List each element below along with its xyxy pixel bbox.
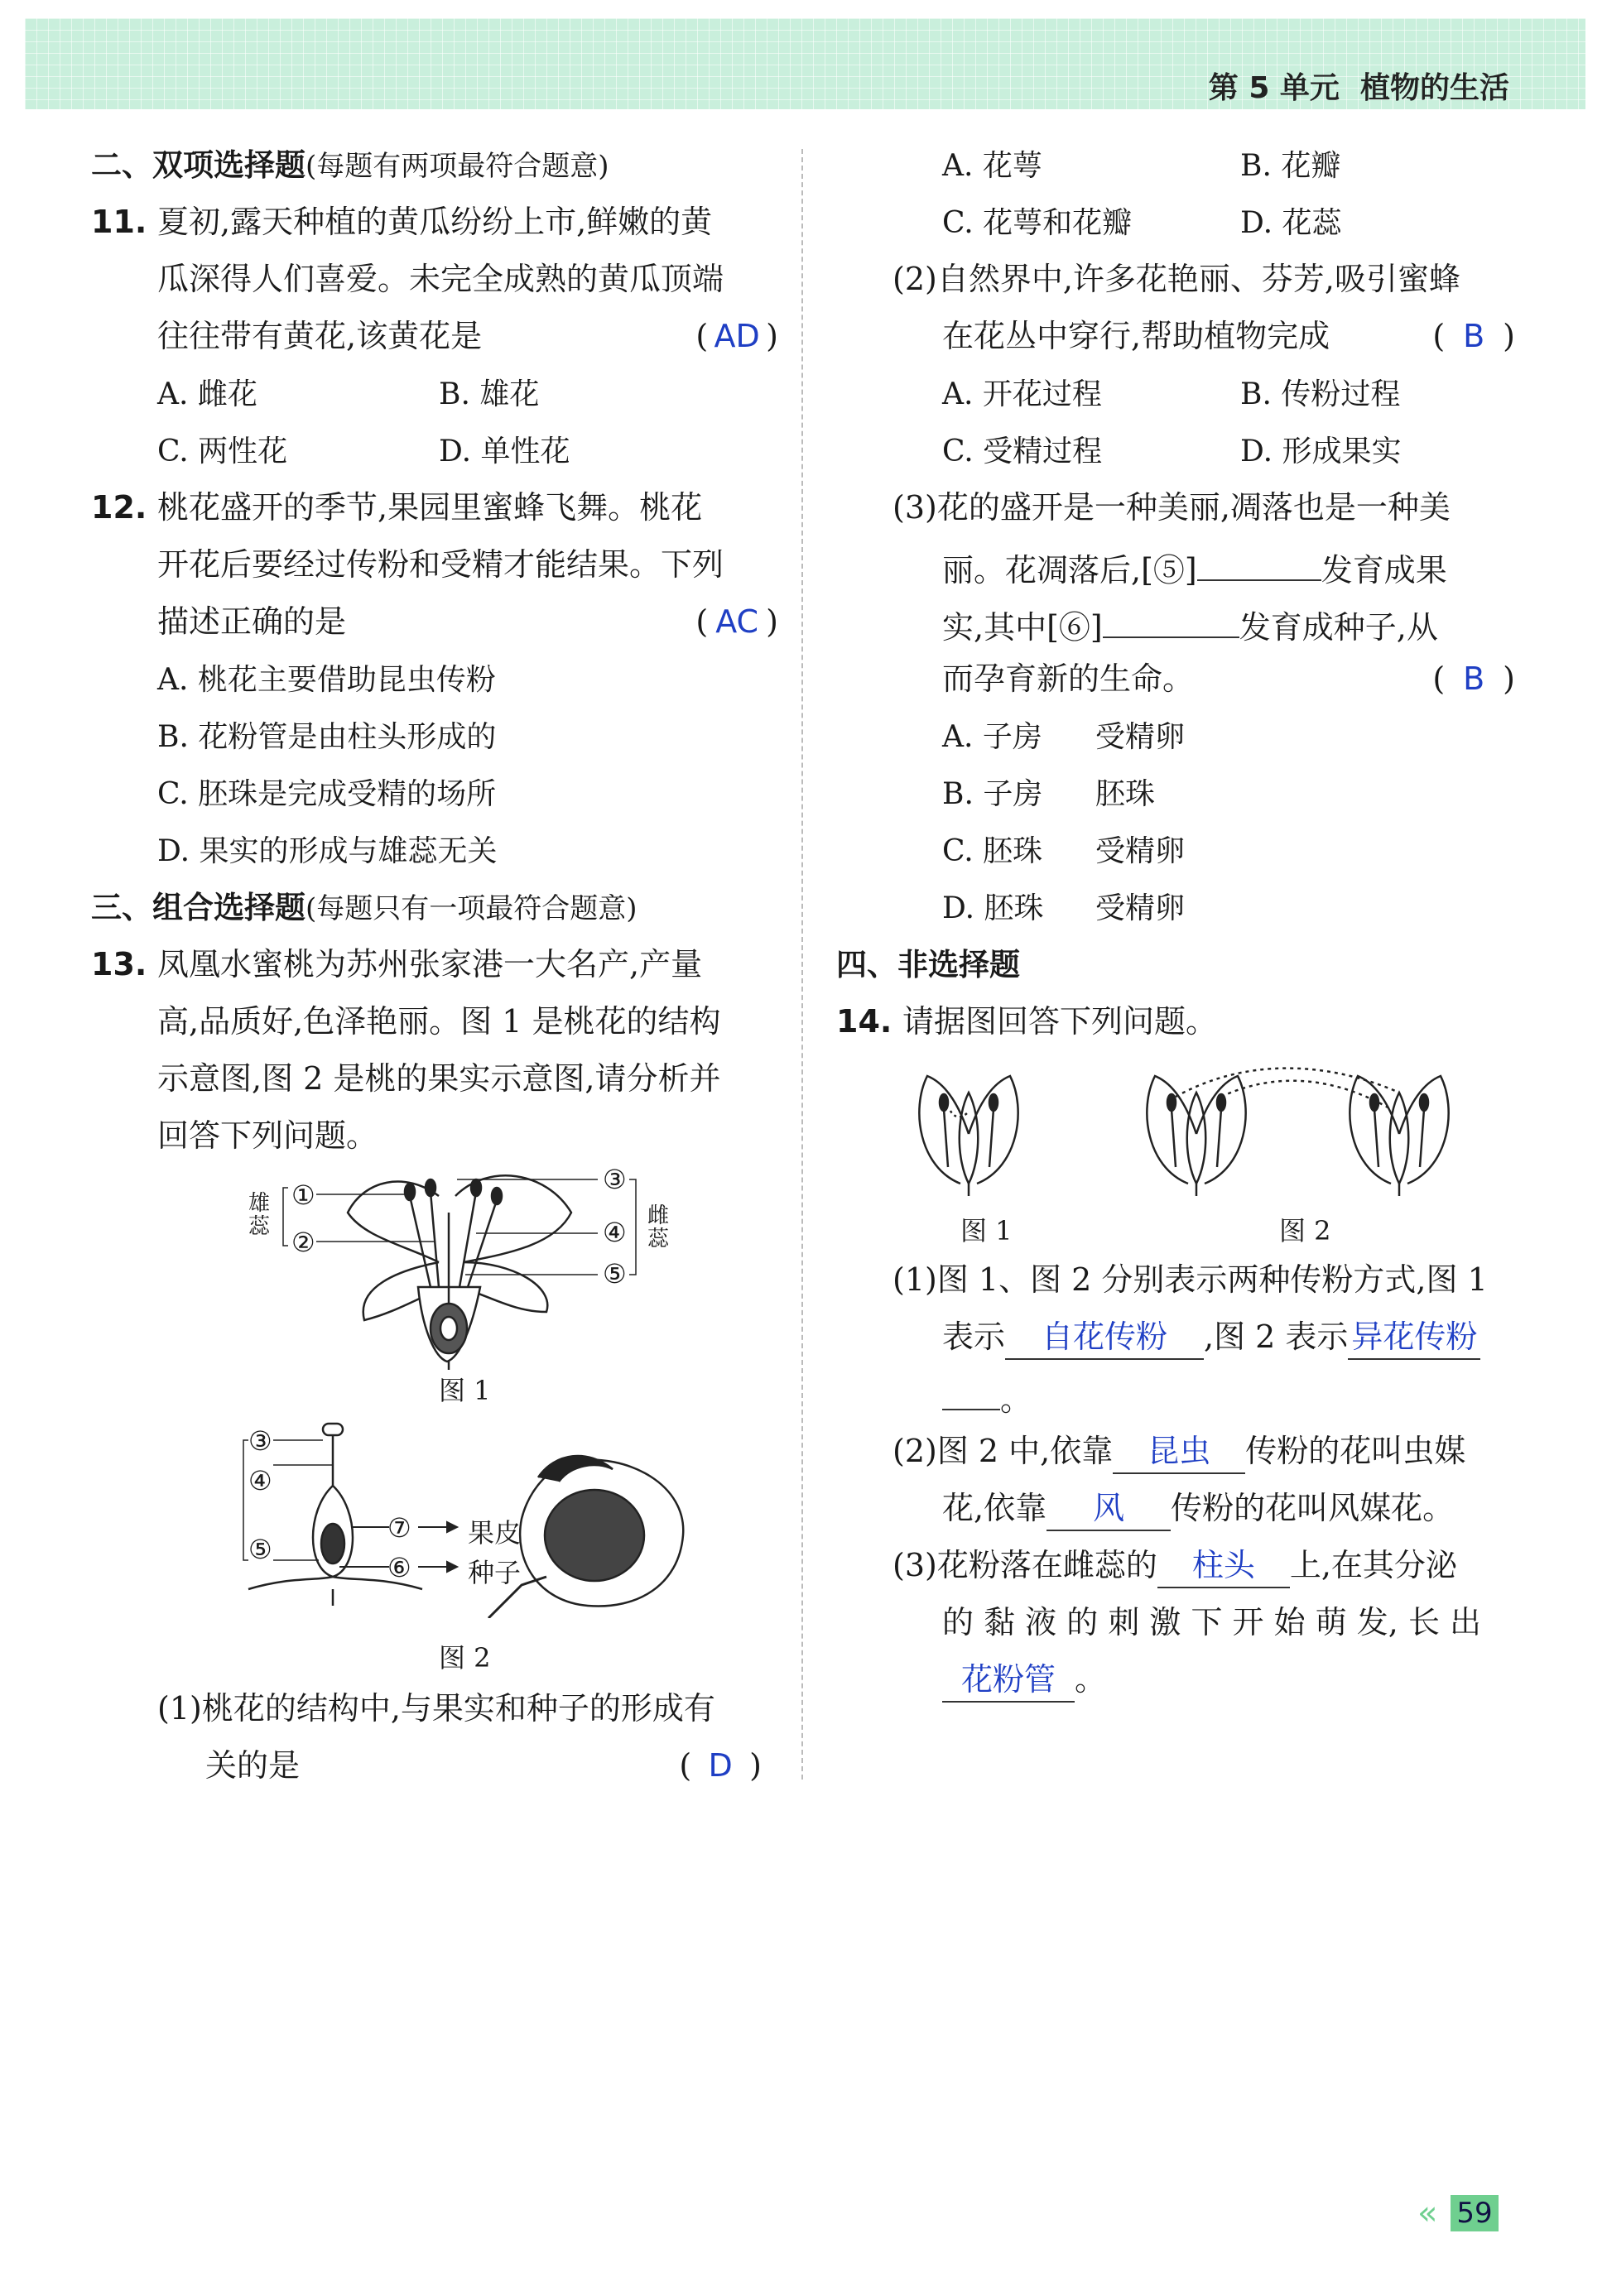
q14-s1-blank-tail	[942, 1366, 1000, 1410]
q14-subquestions	[893, 1251, 1515, 1708]
q14-s1-line3: 。	[893, 1366, 1515, 1423]
section-2-heading: 二、双项选择题(每题有两项最符合题意)	[91, 147, 609, 183]
fig1-stamen-label: 雄蕊	[248, 1191, 271, 1239]
q14-s2-line1: (2)图 2 中,依靠 昆虫 传粉的花叫虫媒	[893, 1423, 1515, 1480]
q13-sub1-line2: 关的是 ( D )	[157, 1737, 762, 1794]
q13-sub3-option-d: D. 胚珠 受精卵	[942, 891, 1186, 925]
q14-stem: 14. 请据图回答下列问题。	[836, 1003, 1218, 1040]
pollination-figure	[902, 1059, 1532, 1200]
q12-option-d: D. 果实的形成与雄蕊无关	[157, 834, 498, 868]
q14-s1-answer1[interactable]: 自花传粉	[1005, 1315, 1204, 1360]
q12-line3: 描述正确的是 ( AC )	[91, 593, 778, 651]
q13-sub2-options-1: A. 开花过程 B. 传粉过程	[942, 377, 1401, 411]
q13-line2: 高,品质好,色泽艳丽。图 1 是桃花的结构	[157, 1003, 721, 1040]
q14-s3-answer1[interactable]: 柱头	[1157, 1544, 1290, 1588]
q13-sub2-options-2: C. 受精过程 D. 形成果实	[942, 435, 1402, 468]
fig2-caption: 图 2	[439, 1642, 491, 1674]
section-4-heading: 四、非选择题	[836, 947, 1020, 982]
q14-s2-answer1[interactable]: 昆虫	[1113, 1429, 1245, 1474]
q11-answer-paren: ( AD )	[695, 308, 778, 365]
q12-answer: AC	[715, 603, 759, 640]
page-chevron-icon: «	[1417, 2194, 1438, 2232]
fig2-marker-7: ⑦	[387, 1512, 411, 1544]
q12-option-b: B. 花粉管是由柱头形成的	[157, 720, 497, 754]
q11-line2: 瓜深得人们喜爱。未完全成熟的黄瓜顶端	[157, 261, 724, 297]
q14-fig1-caption: 图 1	[960, 1215, 1013, 1246]
q14-s3-answer2[interactable]: 花粉管	[942, 1658, 1075, 1703]
q13-line3: 示意图,图 2 是桃的果实示意图,请分析并	[157, 1060, 721, 1097]
fig1-marker-3: ③	[603, 1164, 627, 1195]
q14-s1-line2: 表示 自花传粉 ,图 2 表示 异花传粉	[893, 1309, 1515, 1366]
q12-line1: 12. 桃花盛开的季节,果园里蜜蜂飞舞。桃花	[91, 489, 703, 526]
fig1-marker-5: ⑤	[603, 1258, 627, 1290]
page-number: 59	[1451, 2195, 1499, 2231]
q13-sub3-line1: (3)花的盛开是一种美丽,凋落也是一种美	[893, 489, 1451, 526]
q14-s3-line3: 花粉管 。	[893, 1651, 1515, 1708]
fig1-marker-1: ①	[291, 1179, 315, 1211]
q13-sub1-options-1: A. 花萼 B. 花瓣	[942, 149, 1341, 183]
q13-sub1	[157, 1680, 762, 1794]
q13-line4: 回答下列问题。	[157, 1117, 378, 1154]
q14-s2-answer2[interactable]: 风	[1046, 1487, 1171, 1531]
fig2-peel-label: 果皮	[468, 1517, 522, 1549]
unit-name: 植物的生活	[1359, 71, 1509, 105]
q14-s1-answer2[interactable]: 异花传粉	[1348, 1315, 1480, 1360]
q13-sub3-answer: B	[1463, 660, 1485, 697]
fig2-marker-3: ③	[248, 1425, 272, 1457]
q14-s1-line1: (1)图 1、图 2 分别表示两种传粉方式,图 1	[893, 1261, 1488, 1298]
q12-option-a: A. 桃花主要借助昆虫传粉	[157, 663, 496, 697]
q11-options-2: C. 两性花 D. 单性花	[157, 435, 570, 468]
q13-sub2-line1: (2)自然界中,许多花艳丽、芬芳,吸引蜜蜂	[893, 261, 1460, 297]
q14-fig2-caption: 图 2	[1279, 1215, 1331, 1246]
q13-sub3-blank-5[interactable]	[1197, 536, 1321, 581]
fig2-marker-4: ④	[248, 1465, 272, 1496]
q13-sub3-answer-paren: ( B )	[1432, 651, 1515, 708]
fig2-marker-5: ⑤	[248, 1534, 272, 1565]
q13-sub2-answer: B	[1463, 318, 1485, 354]
q14-s3-line1: (3)花粉落在雌蕊的 柱头 上,在其分泌	[893, 1537, 1515, 1594]
fig1-caption: 图 1	[439, 1375, 491, 1406]
q13-sub2-answer-paren: ( B )	[1432, 308, 1515, 365]
q13-sub3-option-b: B. 子房 胚珠	[942, 777, 1156, 811]
q13-line1: 13. 凤凰水蜜桃为苏州张家港一大名产,产量	[91, 946, 703, 982]
q11-line3: 往往带有黄花,该黄花是 ( AD )	[91, 308, 778, 365]
unit-number: 第 5 单元	[1208, 71, 1340, 105]
q14-s2-line2: 花,依靠 风 传粉的花叫风媒花。	[893, 1480, 1515, 1537]
q14-s3-line2: 的 黏 液 的 刺 激 下 开 始 萌 发, 长 出	[942, 1604, 1482, 1640]
section-3-heading: 三、组合选择题(每题只有一项最符合题意)	[91, 890, 638, 925]
left-column	[91, 137, 778, 1165]
q13-sub2-line2: 在花丛中穿行,帮助植物完成 ( B )	[836, 308, 1515, 365]
fig1-marker-2: ②	[291, 1227, 315, 1258]
q12-option-c: C. 胚珠是完成受精的场所	[157, 777, 497, 811]
fig2-seed-label: 种子	[468, 1557, 522, 1588]
q12-line2: 开花后要经过传粉和受精才能结果。下列	[157, 546, 724, 583]
column-divider	[801, 149, 803, 1780]
q13-sub1-options-2: C. 花萼和花瓣 D. 花蕊	[942, 206, 1342, 240]
fig2-marker-6: ⑥	[387, 1552, 411, 1583]
right-column	[836, 137, 1515, 1050]
q13-sub3-option-a: A. 子房 受精卵	[942, 720, 1186, 754]
q13-sub3-line2: 丽。花凋落后,[⑤] 发育成果	[836, 536, 1515, 593]
fig1-marker-4: ④	[603, 1217, 627, 1248]
q13-sub3-line3: 实,其中[⑥] 发育成种子,从	[836, 593, 1515, 651]
q11-line1: 11. 夏初,露天种植的黄瓜纷纷上市,鲜嫩的黄	[91, 204, 713, 240]
q13-sub1-answer-paren: ( D )	[679, 1737, 762, 1794]
q13-sub3-blank-6[interactable]	[1103, 593, 1239, 638]
q12-answer-paren: ( AC )	[695, 593, 778, 651]
q13-sub1-answer: D	[708, 1747, 733, 1784]
q11-answer: AD	[714, 318, 760, 354]
fig1-pistil-label: 雌蕊	[647, 1203, 670, 1251]
q13-sub1-line1: (1)桃花的结构中,与果实和种子的形成有	[157, 1690, 715, 1727]
q11-options-1: A. 雌花 B. 雄花	[157, 377, 540, 411]
q13-sub3-line4: 而孕育新的生命。 ( B )	[836, 651, 1515, 708]
unit-title	[1209, 65, 1509, 107]
q13-sub3-option-c: C. 胚珠 受精卵	[942, 834, 1186, 868]
